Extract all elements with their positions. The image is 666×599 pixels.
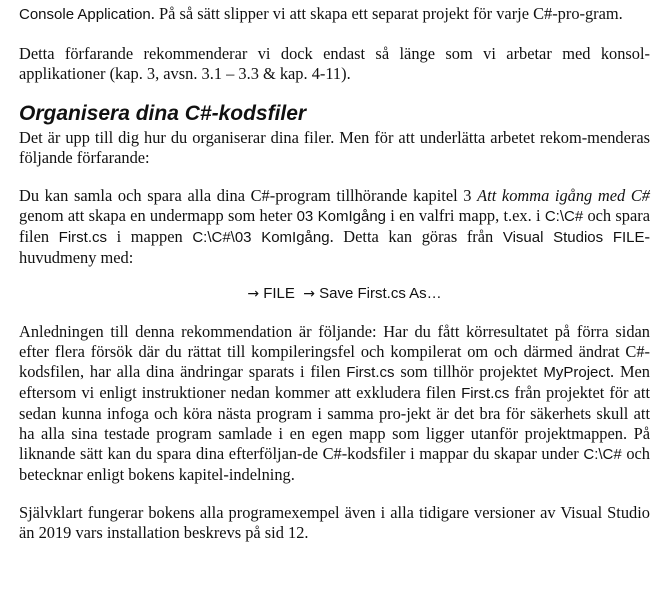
filename: First.cs	[58, 229, 107, 246]
term-console-application: Console Application	[19, 6, 151, 23]
path-root: C:\C#	[544, 208, 584, 225]
chapter-title: Att komma igång med C#	[477, 186, 650, 205]
paragraph-organize: Det är upp till dig hur du organiserar dina filer. Men för att underlätta arbetet rekom-menderas följande förfarande:	[19, 128, 650, 167]
folder-name: 03 KomIgång	[296, 208, 387, 225]
paragraph-reason: Anledningen till denna rekommendation är följande: Har du fått körresultatet på förra sidan efter flera försök där du rättat till kompileringsfel och kompilerat om och därmed ändrat C#-kodsfilen, har alla dina ändringar sparats i filen First.cs som tillhör projektet MyProject. Men eftersom vi enligt instruktioner nedan kommer att exkludera filen First.cs från projektet för att sedan kunna infoga och köra nästa program i samma pro-jekt är det bra för säkerhets skull att ha alla sina testade program samlade i en egen mapp som ligger utanför projektmappen. På liknande sätt kan du spara dina efterföljan-de C#-kodsfiler i mappar du skapar under C:\C# och betecknar enligt bokens kapitel-indelning.	[19, 322, 651, 484]
menu-reference: Visual Studios FILE	[502, 229, 645, 246]
paragraph-intro: Console Application. På så sätt slipper vi att skapa ett separat projekt för varje C#-pro-gram.	[19, 4, 623, 23]
paragraph-versions: Självklart fungerar bokens alla programexempel även i alla tidigare versioner av Visual Studio än 2019 vars installation beskrevs på sid 12.	[19, 503, 650, 542]
paragraph-save-instructions: Du kan samla och spara alla dina C#-program tillhörande kapitel 3 Att komma igång med C# genom att skapa en undermapp som heter 03 KomIgång i en valfri mapp, t.ex. i C:\C# och spara filen First.cs i mappen C:\C#\03 KomIgång. Detta kan göras från Visual Studios FILE-huvudmeny med:	[19, 186, 650, 267]
arrow-right-icon: →	[303, 286, 315, 302]
arrow-right-icon: →	[247, 286, 260, 302]
menu-item-file: FILE	[263, 285, 295, 302]
path-full: C:\C#\03 KomIgång	[192, 229, 330, 246]
menu-item-save-as: Save First.cs As…	[319, 285, 442, 302]
section-heading: Organisera dina C#-kodsfiler	[19, 102, 307, 125]
paragraph-recommendation: Detta förfarande rekommenderar vi dock endast så länge som vi arbetar med konsol-applikationer (kap. 3, avsn. 3.1 – 3.3 & kap. 4-11).	[19, 44, 650, 83]
menu-path	[19, 284, 650, 304]
